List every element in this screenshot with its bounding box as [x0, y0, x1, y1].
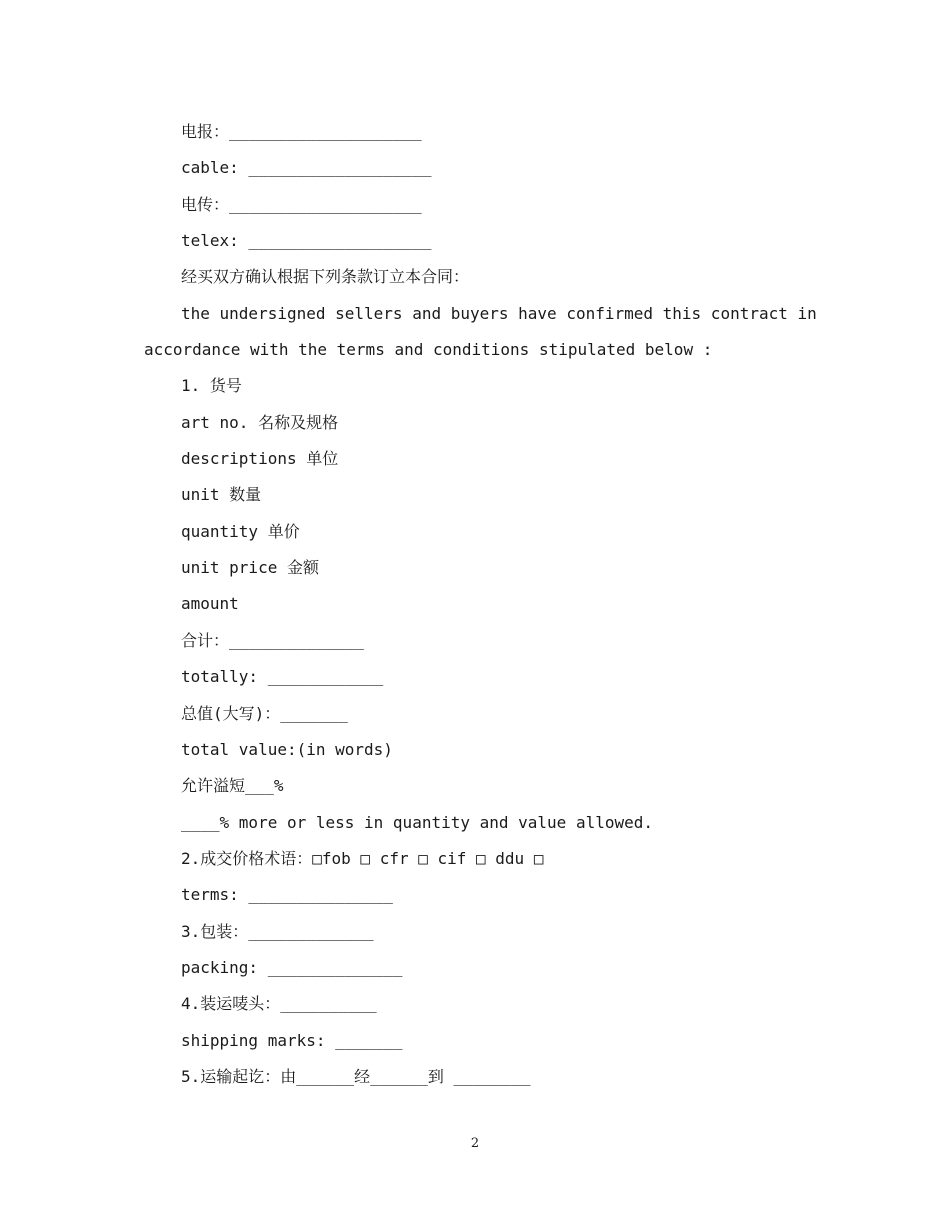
tolerance-en-field: ____% more or less in quantity and value allowed. [181, 812, 654, 832]
art-no-line: art no. 名称及规格 [181, 412, 339, 432]
amount-line: amount [181, 594, 239, 614]
telex-cn-field: 电传：____________________ [181, 194, 422, 214]
packing-field: packing: ______________ [181, 957, 403, 977]
descriptions-line: descriptions 单位 [181, 449, 339, 469]
total-cn-field: 合计：______________ [181, 630, 364, 650]
total-value-words-cn-field: 总值(大写)：_______ [181, 703, 348, 723]
page-number: 2 [470, 1136, 480, 1151]
transport-route-field: 5.运输起讫：由______经______到 ________ [181, 1066, 531, 1086]
unit-price-line: unit price 金额 [181, 558, 319, 578]
telex-field: telex: ___________________ [181, 231, 432, 251]
price-terms-line: 2.成交价格术语：□fob □ cfr □ cif □ ddu □ [181, 848, 544, 868]
tolerance-cn-field: 允许溢短___% [181, 776, 284, 796]
cable-field: cable: ___________________ [181, 158, 432, 178]
packing-cn-field: 3.包装：_____________ [181, 921, 374, 941]
shipping-marks-cn-field: 4.装运唛头：__________ [181, 994, 377, 1014]
telegram-field: 电报：____________________ [181, 122, 422, 141]
document-body [144, 114, 817, 1095]
unit-line: unit 数量 [181, 485, 262, 505]
contract-intro-en-continued: accordance with the terms and conditions stipulated below : [144, 340, 713, 360]
shipping-marks-field: shipping marks: _______ [181, 1030, 403, 1050]
contract-intro-en: the undersigned sellers and buyers have confirmed this contract in [181, 303, 817, 323]
total-value-words-line: total value:(in words) [181, 739, 393, 759]
item-number-heading: 1. 货号 [181, 376, 242, 396]
totally-field: totally: ____________ [181, 667, 384, 687]
contract-intro-cn: 经买双方确认根据下列条款订立本合同： [181, 267, 470, 287]
quantity-line: quantity 单价 [181, 521, 300, 541]
terms-field: terms: _______________ [181, 885, 393, 905]
